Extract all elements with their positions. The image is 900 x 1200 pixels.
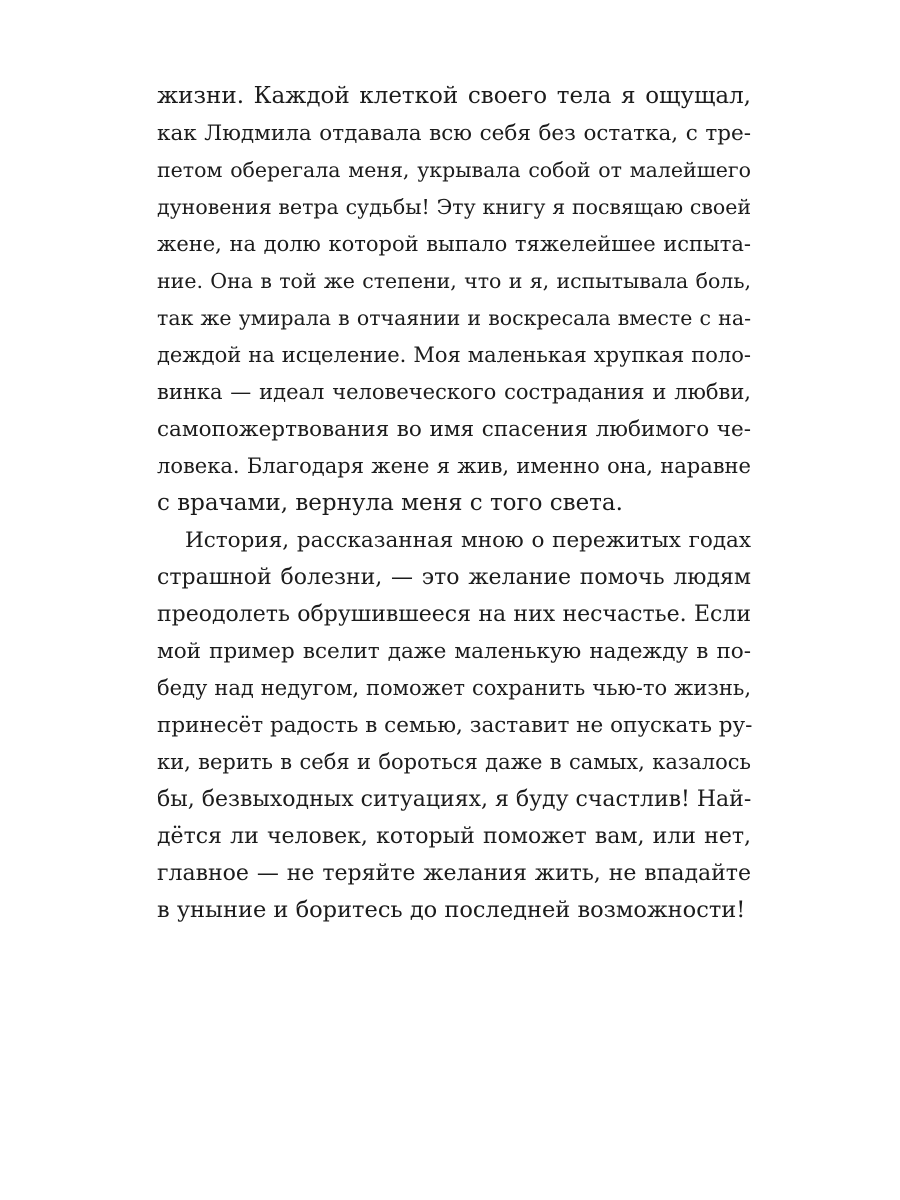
- text-line: петом оберегала меня, укрывала собой от малейшего: [157, 158, 751, 182]
- text-line: главное — не теряйте желания жить, не впадайте: [157, 861, 751, 886]
- body-text: [157, 78, 751, 929]
- text-line: деждой на исцеление. Моя маленькая хрупкая поло-: [157, 343, 751, 367]
- text-line: История, рассказанная мною о пережитых годах: [185, 528, 751, 553]
- text-line: как Людмила отдавала всю себя без остатка, с тре-: [157, 121, 751, 146]
- text-line: самопожертвования во имя спасения любимого че-: [157, 417, 751, 442]
- text-line: ловека. Благодаря жене я жив, именно она, наравне: [157, 454, 751, 478]
- text-line: дуновения ветра судьбы! Эту книгу я посвящаю своей: [157, 195, 751, 219]
- text-line: ние. Она в той же степени, что и я, испытывала боль,: [157, 269, 751, 293]
- paragraph-purpose: [157, 522, 751, 929]
- text-line: с врачами, вернула меня с того света.: [157, 490, 623, 516]
- text-line: бы, безвыходных ситуациях, я буду счастлив! Най-: [157, 787, 752, 812]
- text-line: мой пример вселит даже маленькую надежду в по-: [157, 639, 751, 664]
- text-line: преодолеть обрушившееся на них несчастье. Если: [157, 602, 751, 627]
- text-line: в уныние и боритесь до последней возможности!: [157, 897, 746, 923]
- text-line: так же умирала в отчаянии и воскресала вместе с на-: [157, 306, 751, 330]
- paragraph-dedication: [157, 78, 751, 522]
- text-line: жизни. Каждой клеткой своего тела я ощущал,: [157, 83, 751, 109]
- text-line: ки, верить в себя и бороться даже в самых, казалось: [157, 750, 751, 774]
- text-line: страшной болезни, — это желание помочь людям: [157, 565, 751, 590]
- text-line: жене, на долю которой выпало тяжелейшее испыта-: [157, 232, 751, 256]
- text-line: беду над недугом, поможет сохранить чью-то жизнь,: [157, 676, 751, 700]
- text-line: принесёт радость в семью, заставит не опускать ру-: [157, 713, 753, 738]
- text-line: дётся ли человек, который поможет вам, или нет,: [157, 824, 751, 849]
- text-line: винка — идеал человеческого сострадания и любви,: [157, 380, 751, 404]
